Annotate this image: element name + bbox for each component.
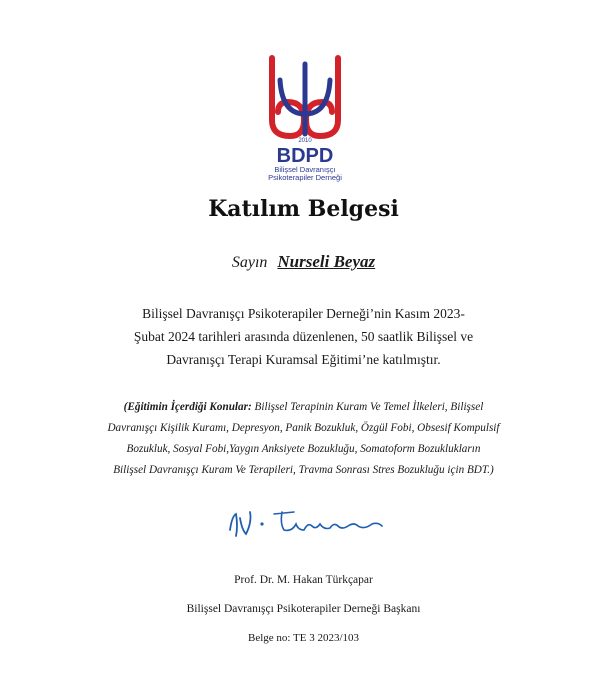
salutation-word: Sayın: [231, 254, 268, 271]
document-number: Belge no: TE 3 2023/103: [247, 632, 359, 644]
handwritten-signature: [222, 500, 392, 545]
training-topics: [40, 397, 567, 481]
body-line: Davranışçı Terapi Kuramsal Eğitimi’ne katılmıştır.: [166, 352, 441, 367]
topics-line: Bilişsel Davranışçı Kuram Ve Terapileri, Travma Sonrası Stres Bozukluğu için BDT.): [113, 464, 494, 476]
topics-line: Bozukluk, Sosyal Fobi,Yaygın Anksiyete Bozukluğu, Somatoform Bozuklukların: [126, 443, 481, 455]
salutation-line: [0, 252, 607, 272]
topics-line: [40, 397, 567, 418]
logo-acronym: BDPD: [276, 145, 334, 167]
logo-line1: Bilişsel Davranışçı: [274, 165, 336, 174]
logo-line2: Psikoterapiler Derneği: [268, 173, 342, 182]
topics-label: (Eğitimin İçerdiği Konular:: [123, 401, 252, 413]
recipient-name: Nurseli Beyaz: [277, 252, 376, 271]
topics-text: Bilişsel Terapinin Kuram Ve Temel İlkeleri, Bilişsel: [251, 401, 484, 413]
signer-title: Bilişsel Davranışçı Psikoterapiler Derneği Başkanı: [186, 603, 421, 615]
body-line: Bilişsel Davranışçı Psikoterapiler Derneği’nin Kasım 2023-: [142, 306, 465, 321]
bdpd-logo: [250, 50, 360, 190]
certificate-title: Katılım Belgesi: [208, 196, 399, 222]
topics-line: Davranışçı Kişilik Kuramı, Depresyon, Panik Bozukluk, Özgül Fobi, Obsesif Kompulsif: [107, 422, 500, 434]
certificate-body: [60, 302, 547, 371]
signer-name: Prof. Dr. M. Hakan Türkçapar: [234, 574, 373, 586]
body-line: Şubat 2024 tarihleri arasında düzenlenen, 50 saatlik Bilişsel ve: [133, 329, 474, 344]
logo-year: 2010: [298, 138, 312, 144]
